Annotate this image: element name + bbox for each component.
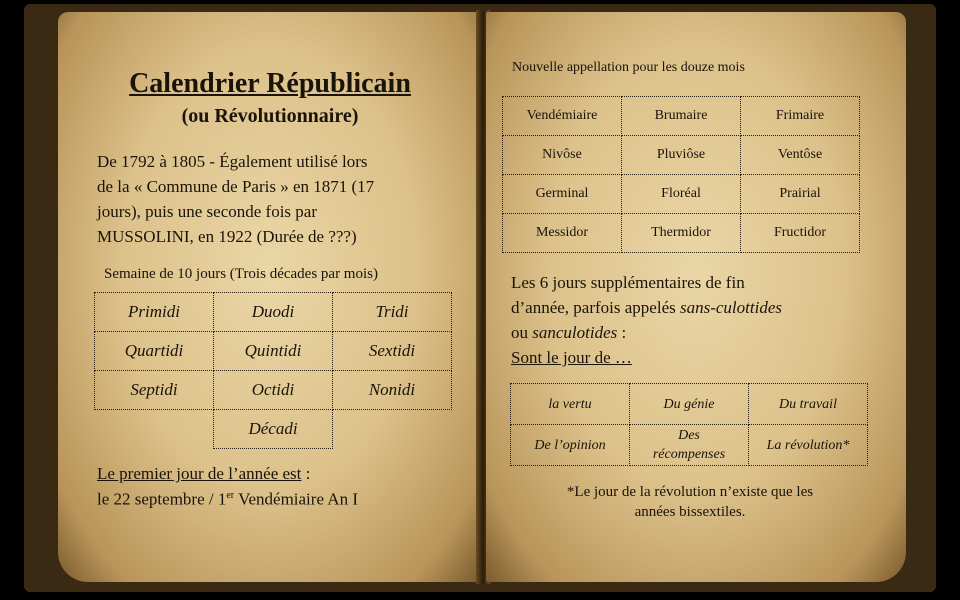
intro-line: MUSSOLINI, en 1922 (Durée de ???) (97, 227, 357, 246)
table-cell: Du travail (749, 384, 868, 425)
months-table (502, 96, 860, 253)
weekday-table (94, 292, 452, 449)
table-cell: Frimaire (741, 97, 860, 136)
table-cell: Décadi (214, 410, 333, 449)
table-cell: Fructidor (741, 214, 860, 253)
first-day-heading: Le premier jour de l’année est (97, 464, 302, 483)
table-cell: Quintidi (214, 332, 333, 371)
table-cell: Messidor (503, 214, 622, 253)
first-day-value: le 22 septembre / 1 (97, 489, 227, 509)
extra-days-heading: Sont le jour de … (511, 348, 632, 367)
first-day-value-month: Vendémiaire An I (234, 489, 358, 509)
table-row (503, 97, 860, 136)
table-row (95, 332, 452, 371)
table-row (95, 410, 452, 449)
table-row (511, 384, 868, 425)
table-cell: La révolution* (749, 425, 868, 466)
table-cell: Primidi (95, 293, 214, 332)
table-row (95, 371, 452, 410)
table-row (503, 136, 860, 175)
table-cell: Tridi (333, 293, 452, 332)
months-caption: Nouvelle appellation pour les douze mois (512, 60, 745, 75)
table-cell: Octidi (214, 371, 333, 410)
table-cell: Floréal (622, 175, 741, 214)
empty-cell (95, 410, 214, 449)
table-row (503, 175, 860, 214)
table-cell: Brumaire (622, 97, 741, 136)
table-cell: Sextidi (333, 332, 452, 371)
colon: : (617, 323, 627, 342)
text-line: ou (511, 323, 533, 342)
table-cell: De l’opinion (511, 425, 630, 466)
colon: : (301, 464, 311, 483)
table-cell: Vendémiaire (503, 97, 622, 136)
intro-line: jours), puis une seconde fois par (97, 202, 318, 221)
ordinal-suffix: er (226, 490, 235, 501)
table-cell: Thermidor (622, 214, 741, 253)
footnote (500, 482, 880, 522)
table-row (503, 214, 860, 253)
page-subtitle: (ou Révolutionnaire) (181, 105, 359, 127)
table-cell: Ventôse (741, 136, 860, 175)
intro-line: De 1792 à 1805 - Également utilisé lors (97, 152, 368, 171)
table-cell: Nonidi (333, 371, 452, 410)
extra-days-paragraph (511, 270, 871, 370)
table-cell: Nivôse (503, 136, 622, 175)
italic-term: sanculotides (532, 323, 618, 342)
first-day-block (97, 463, 457, 511)
table-cell: la vertu (511, 384, 630, 425)
table-cell: Germinal (503, 175, 622, 214)
table-cell: Quartidi (95, 332, 214, 371)
extra-days-table (510, 383, 868, 466)
table-cell: Des récompenses (630, 425, 749, 466)
table-cell: Prairial (741, 175, 860, 214)
footnote-line: années bissextiles. (634, 504, 746, 520)
table-row (511, 425, 868, 466)
intro-line: de la « Commune de Paris » en 1871 (17 (97, 177, 375, 196)
table-row (95, 293, 452, 332)
week-caption: Semaine de 10 jours (Trois décades par mois) (104, 266, 378, 282)
text-line: d’année, parfois appelés (511, 298, 680, 317)
intro-paragraph (97, 149, 457, 249)
italic-term: sans-culottides (679, 298, 782, 317)
table-cell: Pluviôse (622, 136, 741, 175)
table-cell: Septidi (95, 371, 214, 410)
footnote-line: *Le jour de la révolution n’existe que les (566, 484, 814, 500)
text-line: Les 6 jours supplémentaires de fin (511, 273, 745, 292)
table-cell: Duodi (214, 293, 333, 332)
empty-cell (333, 410, 452, 449)
page-title: Calendrier Républicain (129, 68, 411, 99)
table-cell: Du génie (630, 384, 749, 425)
